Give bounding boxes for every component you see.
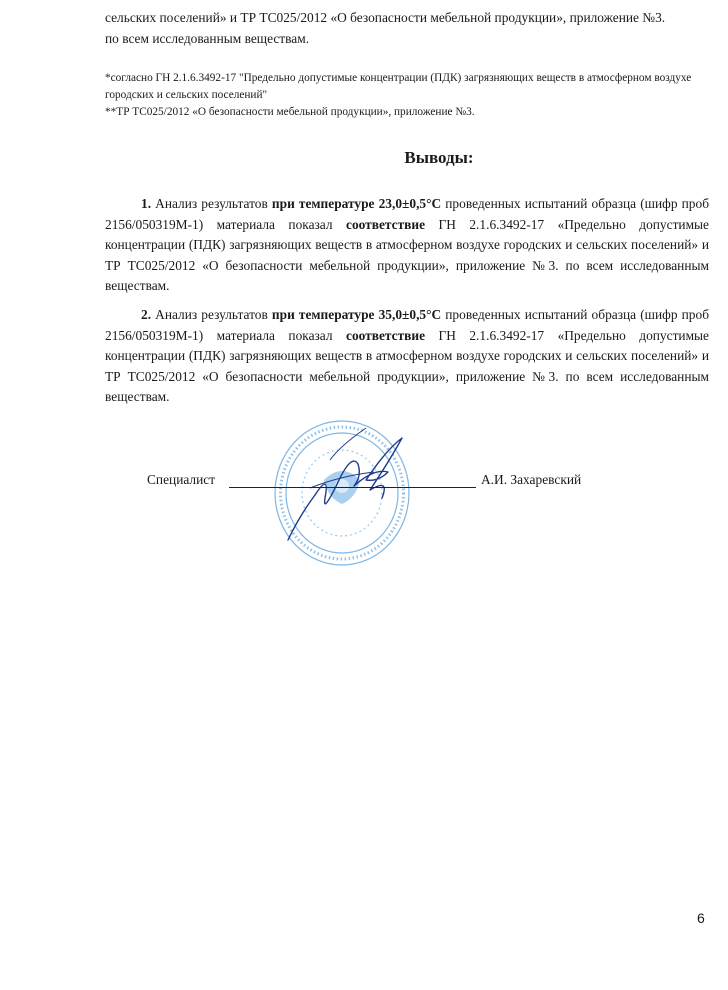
- conclusion-item-2: [105, 305, 709, 408]
- signature-role: Специалист: [147, 472, 216, 487]
- conclusion-verdict: соответствие: [346, 216, 426, 232]
- conclusion-verdict: соответствие: [346, 327, 426, 343]
- conclusion-text: ГН 2.1.6.3492-17 «Предельно допустимые концентрации (ПДК) загрязняющих веществ в атмосферном воздухе городских и сельских поселений» и ТР ТС025/2012 «О безопасности мебельной продукции», приложение №3. по всем исследованным веществам.: [105, 216, 709, 293]
- carryover-line-2: по всем исследованным веществам.: [105, 30, 310, 46]
- conclusion-text: ГН 2.1.6.3492-17 «Предельно допустимые концентрации (ПДК) загрязняющих веществ в атмосферном воздухе городских и сельских поселений» и ТР ТС025/2012 «О безопасности мебельной продукции», приложение №3. по всем исследованным веществам.: [105, 327, 709, 404]
- conclusions-heading: Выводы:: [404, 148, 474, 167]
- carryover-paragraph: [105, 8, 709, 49]
- handwritten-signature: [270, 420, 470, 550]
- signature-name: А.И. Захаревский: [481, 472, 582, 487]
- conclusion-text: проведенных испытаний образца (шифр проб 2156/050319М-1) материала показал: [105, 196, 710, 232]
- conclusion-text: Анализ результатов: [151, 196, 272, 211]
- conclusion-temperature: при температуре 35,0±0,5°С: [271, 307, 442, 322]
- page-number: 6: [697, 910, 705, 926]
- signature-line: [229, 487, 476, 488]
- footnote-1: *согласно ГН 2.1.6.3492-17 "Предельно допустимые концентрации (ПДК) загрязняющих веществ в атмосферном воздухе городских и сельских поселений": [105, 72, 692, 101]
- conclusion-number: 2.: [141, 307, 152, 322]
- conclusion-temperature: при температуре 23,0±0,5°С: [271, 196, 442, 211]
- conclusion-text: проведенных испытаний образца (шифр проб 2156/050319М-1) материала показал: [105, 307, 710, 343]
- carryover-line-1: сельских поселений» и ТР ТС025/2012 «О безопасности мебельной продукции», приложение №3.: [105, 10, 666, 25]
- conclusion-text: Анализ результатов: [151, 307, 272, 322]
- conclusion-item-1: [105, 194, 709, 297]
- conclusion-number: 1.: [141, 196, 152, 211]
- footnote-2: **ТР ТС025/2012 «О безопасности мебельной продукции», приложение №3.: [105, 106, 475, 118]
